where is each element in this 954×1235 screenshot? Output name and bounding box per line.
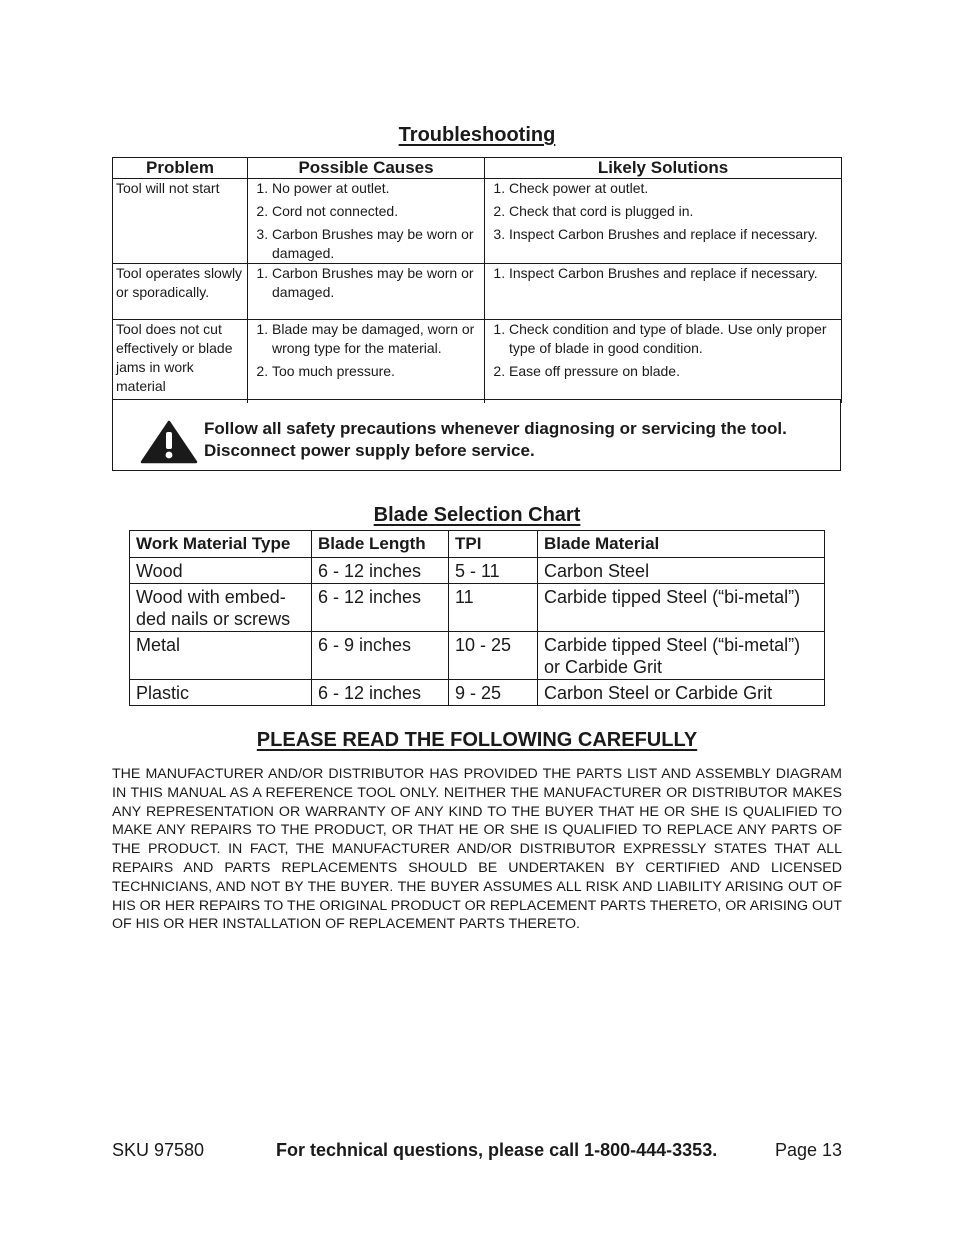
cause-item: 3. Carbon Brushes may be worn or damaged. xyxy=(272,225,481,263)
blade-material-cell: Carbon Steel xyxy=(538,558,825,584)
cause-item: 1. No power at outlet. xyxy=(272,179,481,198)
read-carefully-title: PLEASE READ THE FOLLOWING CAREFULLY xyxy=(256,729,698,751)
header-blade-length: Blade Length xyxy=(312,531,449,558)
causes-cell xyxy=(248,320,485,403)
header-likely-solutions: Likely Solutions xyxy=(485,158,842,179)
table-row xyxy=(130,632,825,680)
material-cell: Wood with embed- ded nails or screws xyxy=(130,584,312,632)
troubleshooting-title: Troubleshooting xyxy=(398,124,556,146)
cause-item: 2. Too much pressure. xyxy=(272,362,481,381)
table-row xyxy=(130,558,825,584)
tpi-cell: 11 xyxy=(449,584,538,632)
solutions-cell xyxy=(485,320,842,403)
footer-page-number: Page 13 xyxy=(774,1140,842,1160)
length-cell: 6 - 12 inches xyxy=(312,558,449,584)
blade-material-cell: Carbide tipped Steel (“bi-metal”) or Carbide Grit xyxy=(538,632,825,680)
page-footer xyxy=(112,1140,842,1162)
disclaimer-text: THE MANUFACTURER AND/OR DISTRIBUTOR HAS PROVIDED THE PARTS LIST AND ASSEMBLY DIAGRAM IN THIS MANUAL AS A REFERENCE TOOL ONLY. NEITHER THE MANUFACTURER OR DISTRIBUTOR MAKES ANY REPRESENTATION OR WARRANTY OF ANY KIND TO THE BUYER THAT HE OR SHE IS QUALIFIED TO MAKE ANY REPAIRS TO THE PRODUCT, OR THAT HE OR SHE IS QUALIFIED TO REPLACE ANY PARTS OF THE PRODUCT. IN FACT, THE MANUFACTURER AND/OR DISTRIBUTOR EXPRESSLY STATES THAT ALL REPAIRS AND PARTS REPLACEMENTS SHOULD BE UNDERTAKEN BY CERTIFIED AND LICENSED TECHNICIANS, AND NOT BY THE BUYER. THE BUYER ASSUMES ALL RISK AND LIABILITY ARISING OUT OF HIS OR HER REPAIRS TO THE ORIGINAL PRODUCT OR REPLACEMENT PARTS THERETO, OR ARISING OUT OF HIS OR HER INSTALLATION OF REPLACEMENT PARTS THERETO. xyxy=(112,766,842,933)
table-row xyxy=(130,680,825,706)
header-possible-causes: Possible Causes xyxy=(248,158,485,179)
length-cell: 6 - 12 inches xyxy=(312,680,449,706)
problem-cell: Tool operates slowly or sporadically. xyxy=(113,264,248,320)
solutions-cell xyxy=(485,179,842,264)
length-cell: 6 - 12 inches xyxy=(312,584,449,632)
solution-item: 2. Check that cord is plugged in. xyxy=(509,202,838,221)
solutions-cell xyxy=(485,264,842,320)
footer-sku: SKU 97580 xyxy=(112,1140,205,1160)
footer-tech-support: For technical questions, please call 1-800-444-3353. xyxy=(276,1140,718,1160)
header-tpi: TPI xyxy=(449,531,538,558)
troubleshooting-table xyxy=(112,157,842,403)
cause-item: 1. Blade may be damaged, worn or wrong type for the material. xyxy=(272,320,481,358)
safety-warning-text: Follow all safety precautions whenever diagnosing or servicing the tool. Disconnect power supply before service. xyxy=(204,419,787,460)
material-cell: Wood xyxy=(130,558,312,584)
blade-material-cell: Carbon Steel or Carbide Grit xyxy=(538,680,825,706)
solution-item: 3. Inspect Carbon Brushes and replace if necessary. xyxy=(509,225,838,244)
warning-triangle-icon xyxy=(140,420,198,464)
header-work-material: Work Material Type xyxy=(130,531,312,558)
solution-item: 2. Ease off pressure on blade. xyxy=(509,362,838,381)
tpi-cell: 9 - 25 xyxy=(449,680,538,706)
length-cell: 6 - 9 inches xyxy=(312,632,449,680)
header-problem: Problem xyxy=(113,158,248,179)
solution-item: 1. Check condition and type of blade. Use only proper type of blade in good condition. xyxy=(509,320,838,358)
problem-cell: Tool does not cut effectively or blade jams in work material xyxy=(113,320,248,403)
material-cell: Metal xyxy=(130,632,312,680)
solution-item: 1. Check power at outlet. xyxy=(509,179,838,198)
tpi-cell: 10 - 25 xyxy=(449,632,538,680)
blade-selection-table xyxy=(129,530,825,706)
header-blade-material: Blade Material xyxy=(538,531,825,558)
blade-material-cell: Carbide tipped Steel (“bi-metal”) xyxy=(538,584,825,632)
table-row xyxy=(113,320,842,403)
table-row xyxy=(130,584,825,632)
table-header-row xyxy=(113,158,842,179)
cause-item: 2. Cord not connected. xyxy=(272,202,481,221)
causes-cell xyxy=(248,264,485,320)
cause-item: 1. Carbon Brushes may be worn or damaged. xyxy=(272,264,481,302)
problem-cell: Tool will not start xyxy=(113,179,248,264)
table-row xyxy=(113,264,842,320)
blade-chart-title: Blade Selection Chart xyxy=(373,504,581,526)
table-row xyxy=(113,179,842,264)
tpi-cell: 5 - 11 xyxy=(449,558,538,584)
material-cell: Plastic xyxy=(130,680,312,706)
causes-cell xyxy=(248,179,485,264)
table-header-row xyxy=(130,531,825,558)
safety-warning-box xyxy=(112,399,841,471)
solution-item: 1. Inspect Carbon Brushes and replace if necessary. xyxy=(509,264,838,283)
